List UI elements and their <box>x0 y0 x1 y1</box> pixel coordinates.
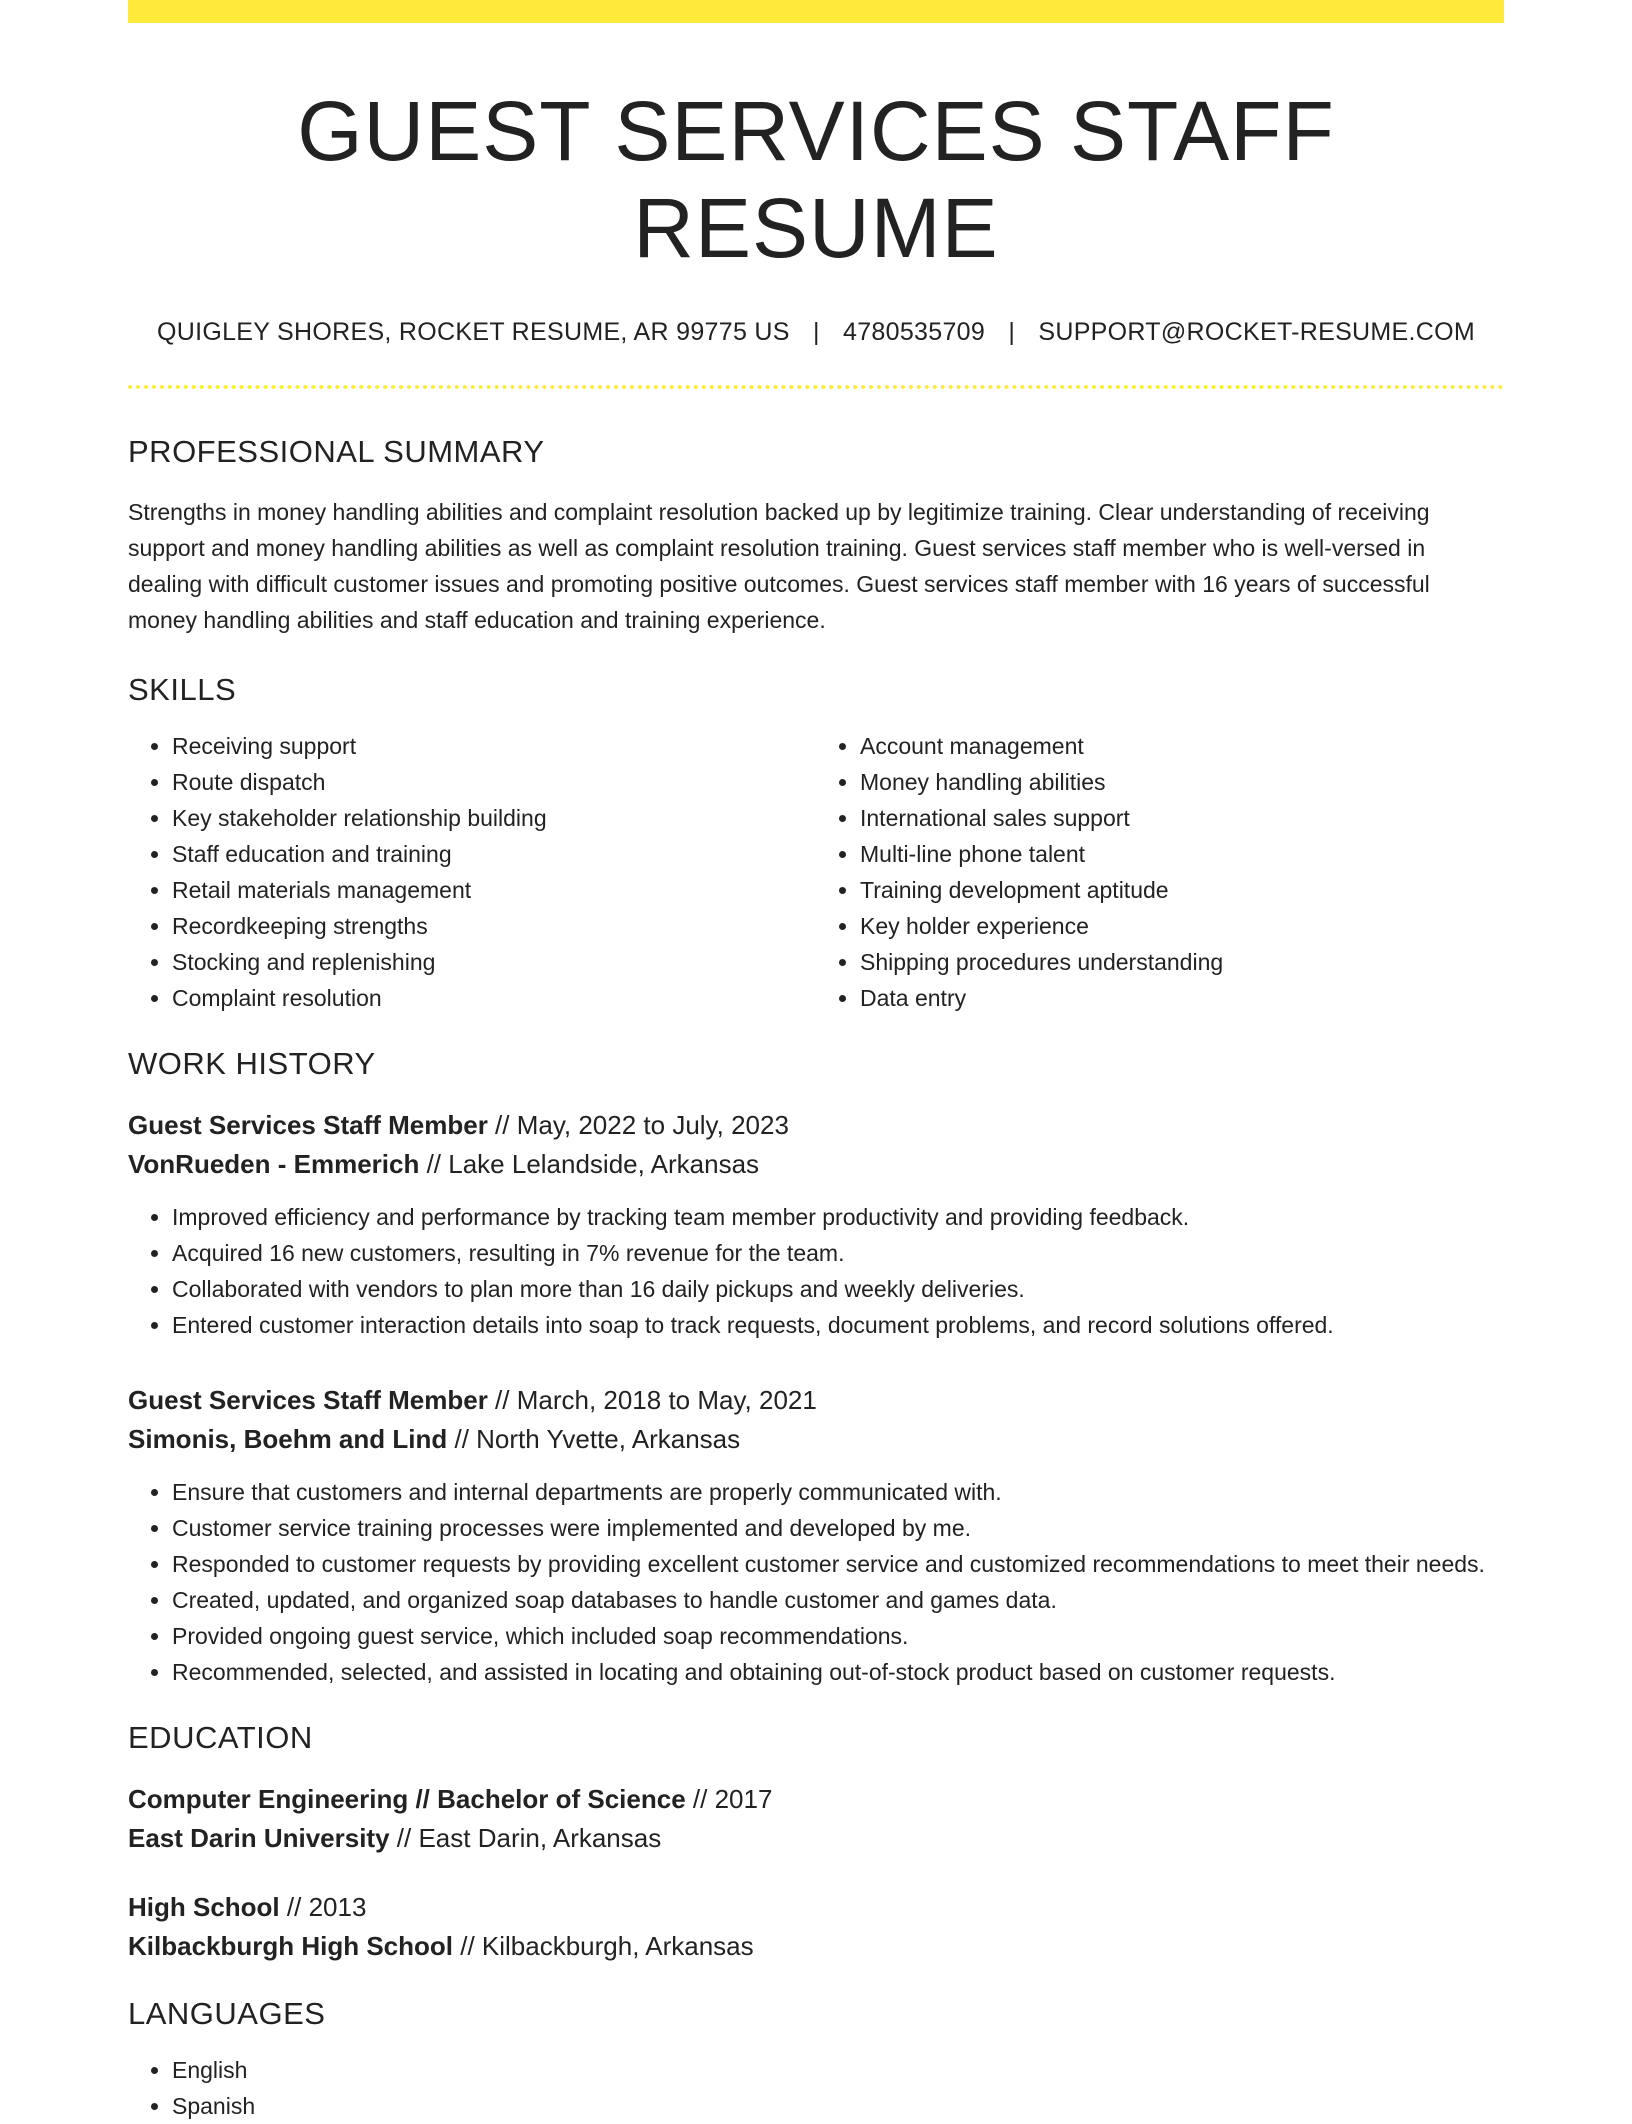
skill-item: • Training development aptitude <box>860 872 1504 908</box>
languages-list <box>128 2052 1504 2124</box>
skill-item: • Key holder experience <box>860 908 1504 944</box>
contact-separator: | <box>1008 318 1016 347</box>
skill-item: • Shipping procedures understanding <box>860 944 1504 980</box>
job-entry <box>128 1106 1504 1343</box>
skills-list-left <box>128 728 816 1016</box>
contact-email: SUPPORT@ROCKET-RESUME.COM <box>1038 318 1475 347</box>
skill-item: • Stocking and replenishing <box>172 944 816 980</box>
contact-separator: | <box>812 318 820 347</box>
job-company: Simonis, Boehm and Lind <box>128 1424 448 1455</box>
job-entry <box>128 1381 1504 1690</box>
job-bullet: • Customer service training processes were implemented and developed by me. <box>172 1510 1504 1546</box>
job-company: VonRueden - Emmerich <box>128 1149 420 1180</box>
job-company-line <box>128 1145 1504 1184</box>
contact-phone: 4780535709 <box>843 318 986 347</box>
skill-item: • Money handling abilities <box>860 764 1504 800</box>
education-location: // East Darin, Arkansas <box>389 1823 662 1854</box>
skill-item: • Key stakeholder relationship building <box>172 800 816 836</box>
top-accent-bar <box>128 0 1504 23</box>
job-bullets <box>128 1199 1504 1343</box>
skill-item: • Route dispatch <box>172 764 816 800</box>
education-degree: Computer Engineering // Bachelor of Science <box>128 1784 686 1815</box>
job-bullet: • Collaborated with vendors to plan more than 16 daily pickups and weekly deliveries. <box>172 1271 1504 1307</box>
education-school-line <box>128 1819 1504 1858</box>
header-divider <box>128 385 1504 389</box>
skill-item: • Retail materials management <box>172 872 816 908</box>
skills-list-right <box>816 728 1504 1016</box>
education-degree: High School <box>128 1892 280 1923</box>
skill-item: • Recordkeeping strengths <box>172 908 816 944</box>
resume-title: GUEST SERVICES STAFF RESUME <box>297 84 1335 275</box>
education-school-line <box>128 1927 1504 1966</box>
skills-columns <box>128 728 1504 1016</box>
skill-item: • Receiving support <box>172 728 816 764</box>
education-school: East Darin University <box>128 1823 390 1854</box>
language-item: • English <box>172 2052 1504 2088</box>
job-bullet: • Responded to customer requests by providing excellent customer service and customized recommendations to meet their needs. <box>172 1546 1504 1582</box>
job-dates: // May, 2022 to July, 2023 <box>487 1110 789 1141</box>
job-bullet: • Provided ongoing guest service, which included soap recommendations. <box>172 1618 1504 1654</box>
job-role: Guest Services Staff Member <box>128 1385 488 1416</box>
job-title-line <box>128 1106 1504 1145</box>
section-title-work-history: WORK HISTORY <box>128 1046 376 1082</box>
job-role: Guest Services Staff Member <box>128 1110 488 1141</box>
section-title-skills: SKILLS <box>128 672 237 708</box>
skill-item: • Staff education and training <box>172 836 816 872</box>
resume-page <box>128 0 1504 2124</box>
education-entry <box>128 1780 1504 1858</box>
education-year: // 2017 <box>685 1784 773 1815</box>
job-company-line <box>128 1420 1504 1459</box>
job-bullet: • Improved efficiency and performance by tracking team member productivity and providing feedback. <box>172 1199 1504 1235</box>
education-degree-line <box>128 1888 1504 1927</box>
contact-address: QUIGLEY SHORES, ROCKET RESUME, AR 99775 US <box>157 318 790 347</box>
job-bullet: • Entered customer interaction details into soap to track requests, document problems, and record solutions offered. <box>172 1307 1504 1343</box>
education-degree-line <box>128 1780 1504 1819</box>
skill-item: • International sales support <box>860 800 1504 836</box>
summary-text: Strengths in money handling abilities and complaint resolution backed up by legitimize training. Clear understanding of receiving support and money handling abilities as well as complaint resolution training. Guest services staff member who is well-versed in dealing with difficult customer issues and promoting positive outcomes. Guest services staff member with 16 years of successful money handling abilities and staff education and training experience. <box>128 499 1430 634</box>
skill-item: • Data entry <box>860 980 1504 1016</box>
job-bullets <box>128 1474 1504 1690</box>
skill-item: • Account management <box>860 728 1504 764</box>
job-location: // Lake Lelandside, Arkansas <box>419 1149 760 1180</box>
section-title-summary: PROFESSIONAL SUMMARY <box>128 434 545 470</box>
education-school: Kilbackburgh High School <box>128 1931 454 1962</box>
education-year: // 2013 <box>279 1892 367 1923</box>
job-bullet: • Recommended, selected, and assisted in locating and obtaining out-of-stock product based on customer requests. <box>172 1654 1504 1690</box>
job-dates: // March, 2018 to May, 2021 <box>487 1385 817 1416</box>
skill-item: • Multi-line phone talent <box>860 836 1504 872</box>
language-item: • Spanish <box>172 2088 1504 2124</box>
section-title-education: EDUCATION <box>128 1720 313 1756</box>
job-title-line <box>128 1381 1504 1420</box>
contact-line <box>128 318 1504 347</box>
job-bullet: • Ensure that customers and internal departments are properly communicated with. <box>172 1474 1504 1510</box>
skill-item: • Complaint resolution <box>172 980 816 1016</box>
education-location: // Kilbackburgh, Arkansas <box>453 1931 754 1962</box>
job-bullet: • Acquired 16 new customers, resulting in 7% revenue for the team. <box>172 1235 1504 1271</box>
education-entry <box>128 1888 1504 1966</box>
job-bullet: • Created, updated, and organized soap databases to handle customer and games data. <box>172 1582 1504 1618</box>
section-title-languages: LANGUAGES <box>128 1996 326 2032</box>
job-location: // North Yvette, Arkansas <box>447 1424 741 1455</box>
